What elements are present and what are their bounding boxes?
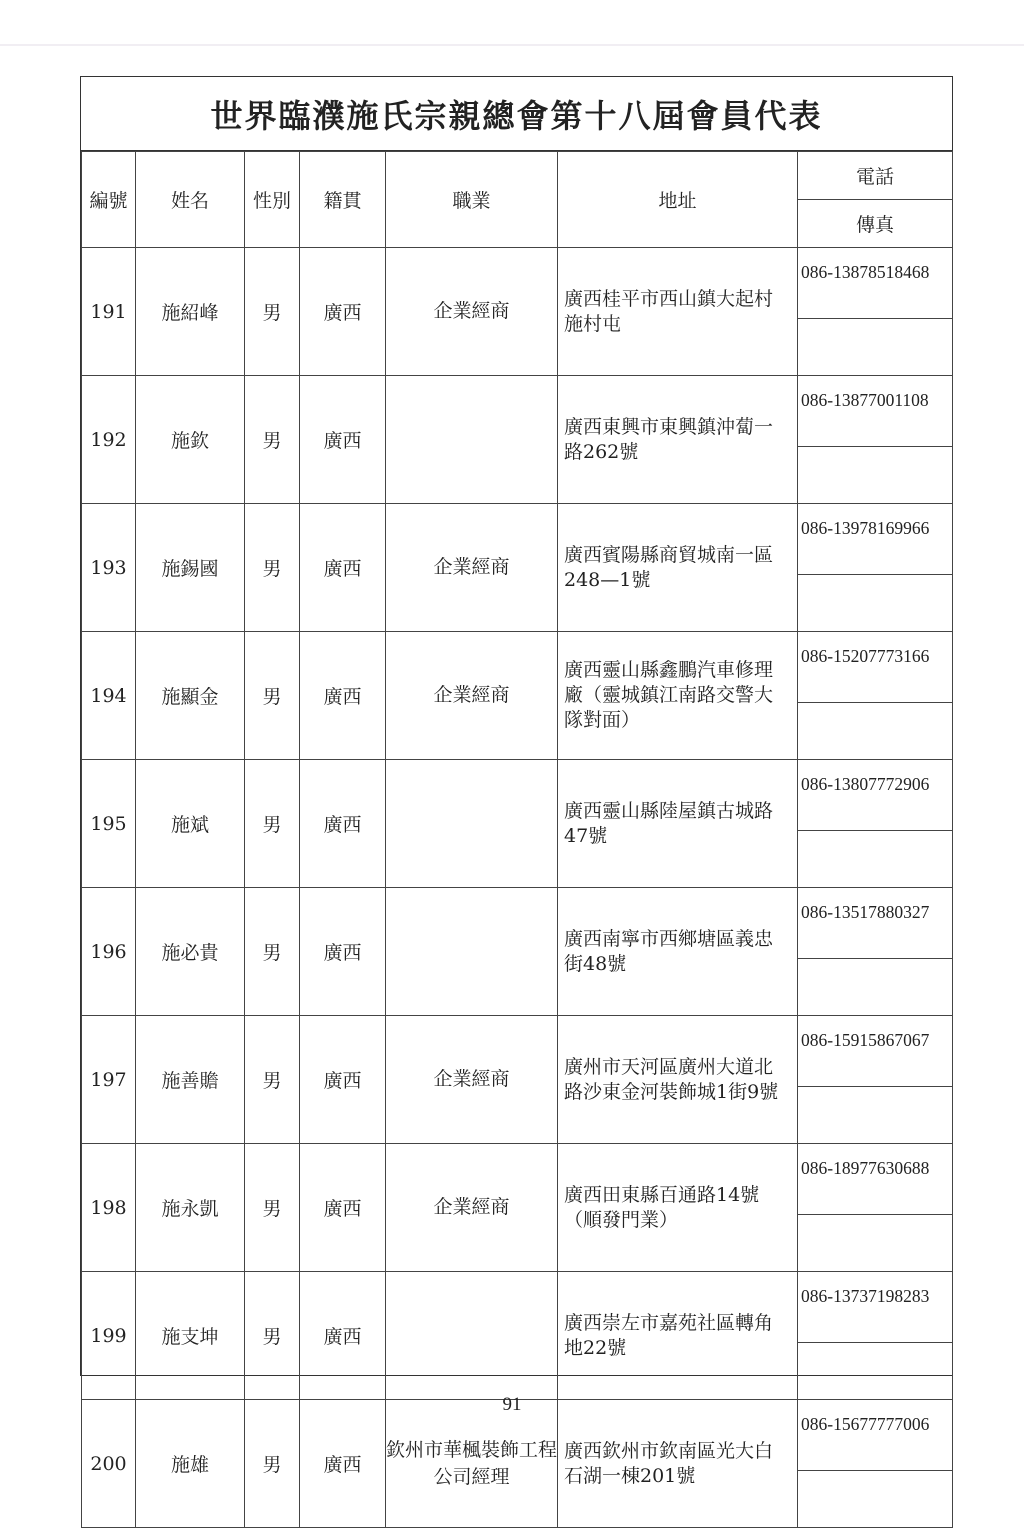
cell-gender: 男 <box>245 248 300 376</box>
page-title: 世界臨濮施氏宗親總會第十八屆會員代表 <box>81 77 952 151</box>
cell-fax <box>798 831 953 888</box>
cell-no: 197 <box>82 1016 136 1144</box>
cell-address: 廣西靈山縣鑫鵬汽車修理廠（靈城鎮江南路交警大隊對面） <box>558 632 798 760</box>
cell-job <box>386 760 558 888</box>
cell-no: 191 <box>82 248 136 376</box>
cell-name: 施雄 <box>136 1400 245 1528</box>
cell-gender: 男 <box>245 1272 300 1400</box>
cell-name: 施紹峰 <box>136 248 245 376</box>
cell-name: 施支坤 <box>136 1272 245 1400</box>
cell-fax <box>798 1343 953 1400</box>
cell-job: 企業經商 <box>386 1016 558 1144</box>
table-row <box>82 888 953 959</box>
header-fax: 傳真 <box>798 200 953 248</box>
cell-phone: 086-15207773166 <box>798 632 953 703</box>
cell-native: 廣西 <box>300 248 386 376</box>
cell-job: 企業經商 <box>386 504 558 632</box>
cell-address: 廣西靈山縣陸屋鎮古城路47號 <box>558 760 798 888</box>
cell-address: 廣西南寧市西鄉塘區義忠街48號 <box>558 888 798 1016</box>
cell-no: 193 <box>82 504 136 632</box>
cell-fax <box>798 703 953 760</box>
header-phone: 電話 <box>798 152 953 200</box>
cell-job <box>386 1272 558 1400</box>
member-rows <box>82 248 953 1528</box>
cell-gender: 男 <box>245 888 300 1016</box>
cell-no: 194 <box>82 632 136 760</box>
cell-name: 施必貴 <box>136 888 245 1016</box>
table-row <box>82 1016 953 1087</box>
cell-fax <box>798 959 953 1016</box>
member-table <box>81 151 953 1528</box>
cell-phone: 086-13878518468 <box>798 248 953 319</box>
cell-fax <box>798 319 953 376</box>
header-address: 地址 <box>558 152 798 248</box>
cell-job: 企業經商 <box>386 1144 558 1272</box>
cell-address: 廣西田東縣百通路14號（順發門業） <box>558 1144 798 1272</box>
header-native: 籍貫 <box>300 152 386 248</box>
cell-native: 廣西 <box>300 760 386 888</box>
header-job: 職業 <box>386 152 558 248</box>
header-row <box>82 152 953 200</box>
cell-no: 196 <box>82 888 136 1016</box>
table-row <box>82 1144 953 1215</box>
table-row <box>82 1272 953 1343</box>
cell-gender: 男 <box>245 760 300 888</box>
table-row <box>82 760 953 831</box>
cell-no: 199 <box>82 1272 136 1400</box>
cell-address: 廣西桂平市西山鎮大起村施村屯 <box>558 248 798 376</box>
cell-job <box>386 376 558 504</box>
cell-fax <box>798 447 953 504</box>
cell-job: 欽州市華楓裝飾工程公司經理 <box>386 1400 558 1528</box>
cell-native: 廣西 <box>300 1016 386 1144</box>
cell-name: 施永凱 <box>136 1144 245 1272</box>
page-number: 91 <box>502 1394 522 1415</box>
table-row <box>82 376 953 447</box>
cell-name: 施斌 <box>136 760 245 888</box>
header-no: 編號 <box>82 152 136 248</box>
cell-name: 施錫國 <box>136 504 245 632</box>
cell-native: 廣西 <box>300 1272 386 1400</box>
cell-phone: 086-13877001108 <box>798 376 953 447</box>
cell-gender: 男 <box>245 376 300 504</box>
cell-address: 廣西欽州市欽南區光大白石湖一棟201號 <box>558 1400 798 1528</box>
cell-address: 廣西賓陽縣商貿城南一區248—1號 <box>558 504 798 632</box>
cell-gender: 男 <box>245 1016 300 1144</box>
cell-native: 廣西 <box>300 632 386 760</box>
cell-no: 198 <box>82 1144 136 1272</box>
cell-fax <box>798 575 953 632</box>
cell-phone: 086-13737198283 <box>798 1272 953 1343</box>
table-row <box>82 632 953 703</box>
cell-job <box>386 888 558 1016</box>
cell-native: 廣西 <box>300 1144 386 1272</box>
cell-phone: 086-15915867067 <box>798 1016 953 1087</box>
cell-job: 企業經商 <box>386 248 558 376</box>
cell-phone: 086-13807772906 <box>798 760 953 831</box>
cell-gender: 男 <box>245 632 300 760</box>
cell-fax <box>798 1471 953 1528</box>
cell-phone: 086-13517880327 <box>798 888 953 959</box>
cell-phone: 086-15677777006 <box>798 1400 953 1471</box>
cell-native: 廣西 <box>300 1400 386 1528</box>
cell-name: 施顯金 <box>136 632 245 760</box>
cell-job: 企業經商 <box>386 632 558 760</box>
cell-address: 廣西東興市東興鎮沖蔔一路262號 <box>558 376 798 504</box>
header-gender: 性別 <box>245 152 300 248</box>
cell-gender: 男 <box>245 504 300 632</box>
cell-native: 廣西 <box>300 376 386 504</box>
scan-edge-line <box>0 44 1024 46</box>
member-table-frame <box>80 76 953 1488</box>
cell-no: 200 <box>82 1400 136 1528</box>
cell-gender: 男 <box>245 1144 300 1272</box>
cell-no: 195 <box>82 760 136 888</box>
cell-phone: 086-18977630688 <box>798 1144 953 1215</box>
cell-gender: 男 <box>245 1400 300 1528</box>
table-row <box>82 248 953 319</box>
cell-name: 施善贍 <box>136 1016 245 1144</box>
cell-fax <box>798 1087 953 1144</box>
cell-native: 廣西 <box>300 888 386 1016</box>
cell-fax <box>798 1215 953 1272</box>
cell-name: 施欽 <box>136 376 245 504</box>
cell-phone: 086-13978169966 <box>798 504 953 575</box>
table-row <box>82 504 953 575</box>
cell-address: 廣州市天河區廣州大道北路沙東金河裝飾城1街9號 <box>558 1016 798 1144</box>
header-name: 姓名 <box>136 152 245 248</box>
cell-address: 廣西崇左市嘉苑社區轉角地22號 <box>558 1272 798 1400</box>
cell-native: 廣西 <box>300 504 386 632</box>
cell-no: 192 <box>82 376 136 504</box>
